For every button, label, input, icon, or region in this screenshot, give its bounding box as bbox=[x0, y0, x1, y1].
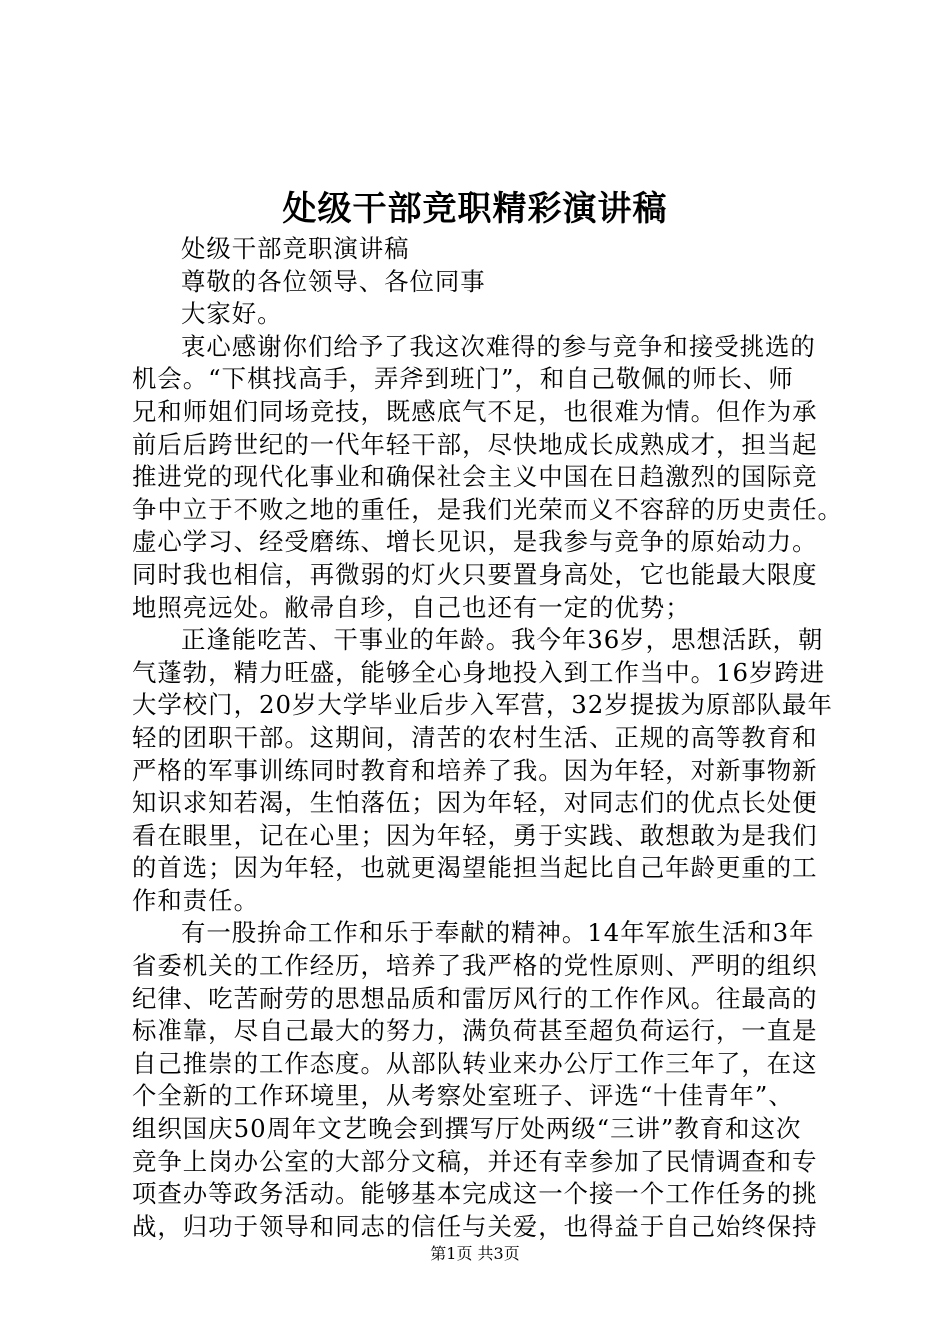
text-line: 推进党的现代化事业和确保社会主义中国在日趋激烈的国际竞 bbox=[132, 462, 818, 492]
text-line: 项查办等政务活动。能够基本完成这一个接一个工作任务的挑 bbox=[132, 1179, 818, 1209]
text-line: 标准靠，尽自己最大的努力，满负荷甚至超负荷运行，一直是 bbox=[132, 1016, 818, 1046]
text-line: 自己推崇的工作态度。从部队转业来办公厅工作三年了，在这 bbox=[132, 1048, 818, 1078]
text-line: 虚心学习、经受磨练、增长见识，是我参与竞争的原始动力。 bbox=[132, 527, 818, 557]
text-line: 轻的团职干部。这期间，清苦的农村生活、正规的高等教育和 bbox=[132, 722, 818, 752]
document-body bbox=[132, 233, 843, 1243]
text-line: 省委机关的工作经历，培养了我严格的党性原则、严明的组织 bbox=[132, 951, 818, 981]
page-number-footer: 第1页 共3页 bbox=[430, 1244, 520, 1263]
text-line: 大学校门，20岁大学毕业后步入军营，32岁提拔为原部队最年 bbox=[132, 690, 833, 720]
text-line: 兄和师姐们同场竞技，既感底气不足，也很难为情。但作为承 bbox=[132, 396, 818, 426]
text-line: 作和责任。 bbox=[132, 885, 259, 915]
text-line: 知识求知若渴，生怕落伍；因为年轻，对同志们的优点长处便 bbox=[132, 788, 818, 818]
text-line: 衷心感谢你们给予了我这次难得的参与竞争和接受挑选的 bbox=[181, 331, 816, 361]
text-line: 看在眼里，记在心里；因为年轻，勇于实践、敢想敢为是我们 bbox=[132, 820, 818, 850]
text-line: 的首选；因为年轻，也就更渴望能担当起比自己年龄更重的工 bbox=[132, 853, 818, 883]
text-line: 同时我也相信，再微弱的灯火只要置身高处，它也能最大限度 bbox=[132, 559, 818, 589]
text-line: 严格的军事训练同时教育和培养了我。因为年轻，对新事物新 bbox=[132, 755, 818, 785]
text-line: 尊敬的各位领导、各位同事 bbox=[181, 266, 486, 296]
text-line: 个全新的工作环境里，从考察处室班子、评选“十佳青年”、 bbox=[132, 1081, 794, 1111]
text-line: 正逢能吃苦、干事业的年龄。我今年36岁，思想活跃，朝 bbox=[181, 625, 824, 655]
text-line: 前后后跨世纪的一代年轻干部，尽快地成长成熟成才，担当起 bbox=[132, 429, 818, 459]
page-title: 处级干部竞职精彩演讲稿 bbox=[282, 189, 668, 229]
text-line: 机会。“下棋找高手，弄斧到班门”，和自己敬佩的师长、师 bbox=[132, 364, 794, 394]
text-line: 战，归功于领导和同志的信任与关爱，也得益于自己始终保持 bbox=[132, 1211, 818, 1241]
text-line: 组织国庆50周年文艺晚会到撰写厅处两级“三讲”教育和这次 bbox=[132, 1114, 802, 1144]
text-line: 纪律、吃苦耐劳的思想品质和雷厉风行的工作作风。往最高的 bbox=[132, 983, 818, 1013]
text-line: 气蓬勃，精力旺盛，能够全心身地投入到工作当中。16岁跨进 bbox=[132, 657, 826, 687]
text-line: 大家好。 bbox=[181, 299, 283, 329]
text-line: 有一股拚命工作和乐于奉献的精神。14年军旅生活和3年 bbox=[181, 918, 815, 948]
text-line: 地照亮远处。敝帚自珍，自己也还有一定的优势； bbox=[132, 592, 691, 622]
text-line: 竞争上岗办公室的大部分文稿，并还有幸参加了民情调查和专 bbox=[132, 1146, 818, 1176]
text-line: 处级干部竞职演讲稿 bbox=[181, 234, 410, 263]
text-line: 争中立于不败之地的重任，是我们光荣而义不容辞的历史责任。 bbox=[132, 494, 843, 524]
